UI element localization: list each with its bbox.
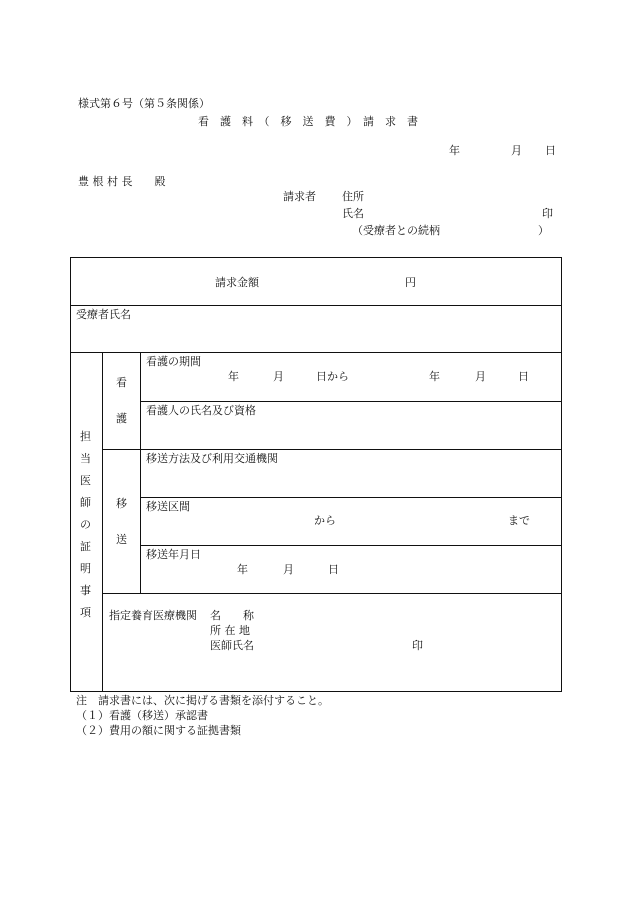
claimant-name-label: 氏名 bbox=[342, 207, 364, 220]
designated-institution-label: 指定養育医療機関 bbox=[109, 609, 197, 622]
document-title: 看 護 料 （ 移 送 費 ） 請 求 書 bbox=[198, 115, 418, 128]
transport-date-label: 移送年月日 bbox=[146, 548, 201, 561]
nursing-period-label: 看護の期間 bbox=[146, 355, 201, 368]
institution-name-label: 名 称 bbox=[210, 609, 254, 622]
date-day-label: 日 bbox=[545, 144, 556, 157]
patient-name-label: 受療者氏名 bbox=[76, 308, 131, 321]
notes-item: （２）費用の額に関する証拠書類 bbox=[76, 724, 241, 737]
transport-to-label: まで bbox=[508, 514, 530, 527]
claimant-relation-label: （受療者との続柄 bbox=[352, 224, 440, 237]
transport-date-year: 年 bbox=[237, 563, 248, 576]
nursing-from-day: 日から bbox=[316, 370, 349, 383]
claim-amount-unit: 円 bbox=[405, 276, 416, 289]
transport-date-month: 月 bbox=[283, 563, 294, 576]
institution-seal-mark: 印 bbox=[412, 639, 423, 652]
notes-item: （１）看護（移送）承認書 bbox=[76, 709, 208, 722]
transport-method-label: 移送方法及び利用交通機関 bbox=[146, 452, 278, 465]
claimant-relation-close: ） bbox=[538, 224, 549, 237]
institution-address-label: 所 在 地 bbox=[210, 624, 250, 637]
claimant-label: 請求者 bbox=[283, 190, 316, 203]
notes-intro: 注 請求書には、次に掲げる書類を添付すること。 bbox=[76, 694, 329, 707]
nursing-to-month: 月 bbox=[475, 370, 486, 383]
nursing-to-day: 日 bbox=[518, 370, 529, 383]
transport-from-label: から bbox=[314, 514, 336, 527]
institution-doctor-name-label: 医師氏名 bbox=[210, 639, 254, 652]
nursing-to-year: 年 bbox=[429, 370, 440, 383]
form-number: 様式第６号（第５条関係） bbox=[78, 97, 210, 110]
date-year-label: 年 bbox=[449, 144, 460, 157]
claimant-seal-mark: 印 bbox=[542, 207, 553, 220]
claimant-address-label: 住所 bbox=[342, 190, 364, 203]
nursing-from-year: 年 bbox=[228, 370, 239, 383]
nursing-from-month: 月 bbox=[273, 370, 284, 383]
caregiver-name-qualification-label: 看護人の氏名及び資格 bbox=[146, 404, 256, 417]
transport-date-day: 日 bbox=[328, 563, 339, 576]
claim-amount-label: 請求金額 bbox=[215, 276, 259, 289]
transport-section-route-label: 移送区間 bbox=[146, 500, 190, 513]
date-month-label: 月 bbox=[511, 144, 522, 157]
addressee: 豊 根 村 長 殿 bbox=[78, 175, 166, 188]
